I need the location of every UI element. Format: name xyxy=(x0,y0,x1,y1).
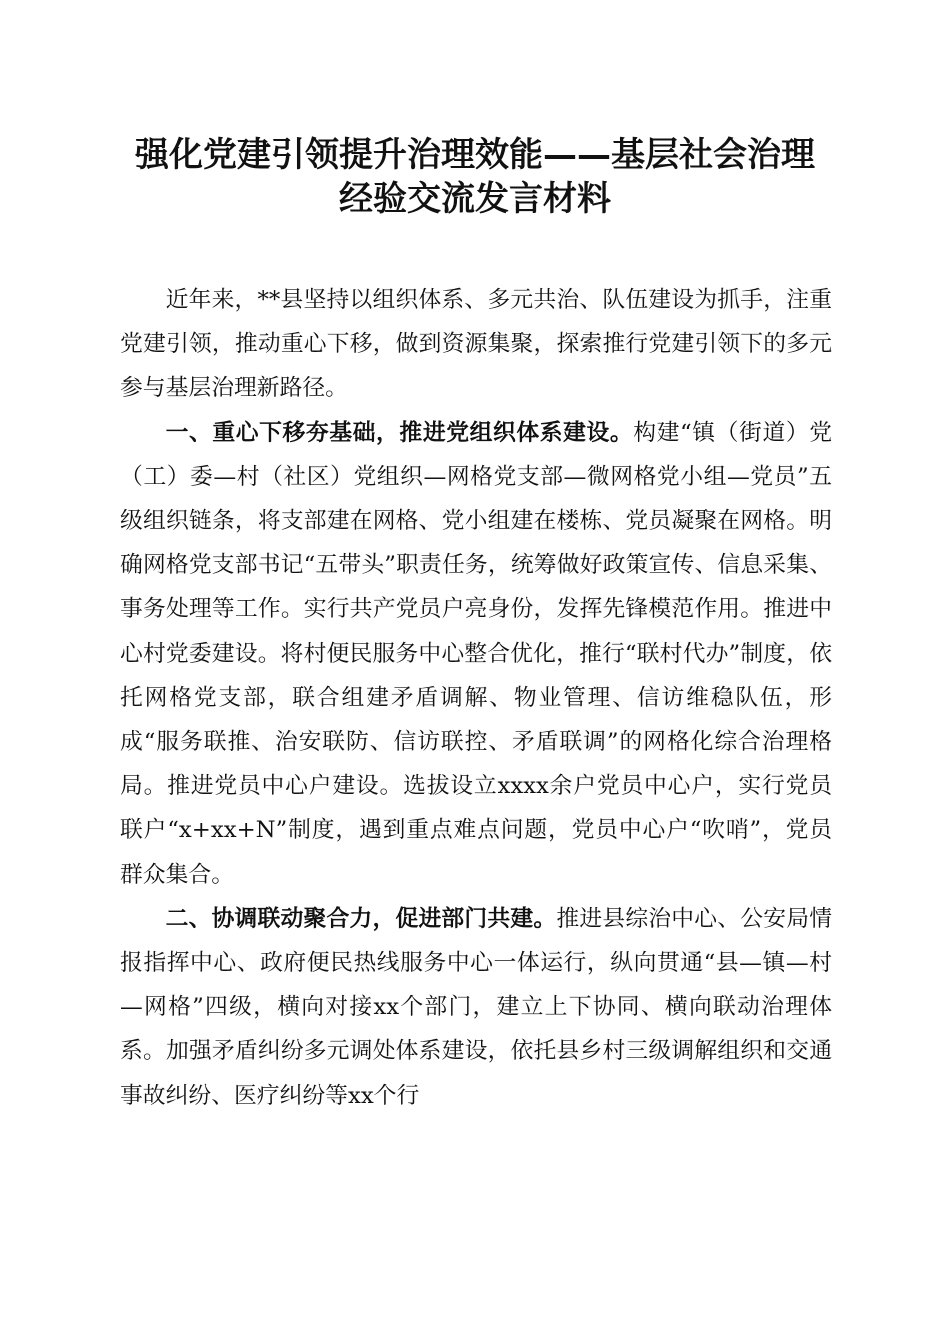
section-heading: 一、重心下移夯基础，推进党组织体系建设。 xyxy=(165,419,634,446)
paragraph-section-2 xyxy=(120,897,832,1118)
title-line-1: 强化党建引领提升治理效能——基层社会治理 xyxy=(135,135,815,175)
title-line-2: 经验交流发言材料 xyxy=(339,179,611,219)
paragraph-intro xyxy=(120,278,832,411)
paragraph-text: 推进县综治中心、公安局情报指挥中心、政府便民热线服务中心一体运行，纵向贯通“县—镇—村—网格”四级，横向对接xx个部门，建立上下协同、横向联动治理体系。加强矛盾纠纷多元调处体系建设，依托县乡村三级调解组织和交通事故纠纷、医疗纠纷等xx个行 xyxy=(120,905,833,1109)
document-title xyxy=(100,133,850,221)
paragraph-section-1 xyxy=(120,411,832,897)
paragraph-text: 构建“镇（街道）党（工）委—村（社区）党组织—网格党支部—微网格党小组—党员”五级组织链条，将支部建在网格、党小组建在楼栋、党员凝聚在网格。明确网格党支部书记“五带头”职责任务，统筹做好政策宣传、信息采集、事务处理等工作。实行共产党员户亮身份，发挥先锋模范作用。推进中心村党委建设。将村便民服务中心整合优化，推行“联村代办”制度，依托网格党支部，联合组建矛盾调解、物业管理、信访维稳队伍，形成“服务联推、治安联防、信访联控、矛盾联调”的网格化综合治理格局。推进党员中心户建设。选拔设立xxxx余户党员中心户，实行党员联户“x+xx+N”制度，遇到重点难点问题，党员中心户“吹哨”，党员群众集合。 xyxy=(120,419,833,888)
paragraph-text: 近年来，**县坚持以组织体系、多元共治、队伍建设为抓手，注重党建引领，推动重心下移，做到资源集聚，探索推行党建引领下的多元参与基层治理新路径。 xyxy=(120,287,832,402)
document-body xyxy=(120,278,832,1118)
section-heading: 二、协调联动聚合力，促进部门共建。 xyxy=(165,905,557,932)
